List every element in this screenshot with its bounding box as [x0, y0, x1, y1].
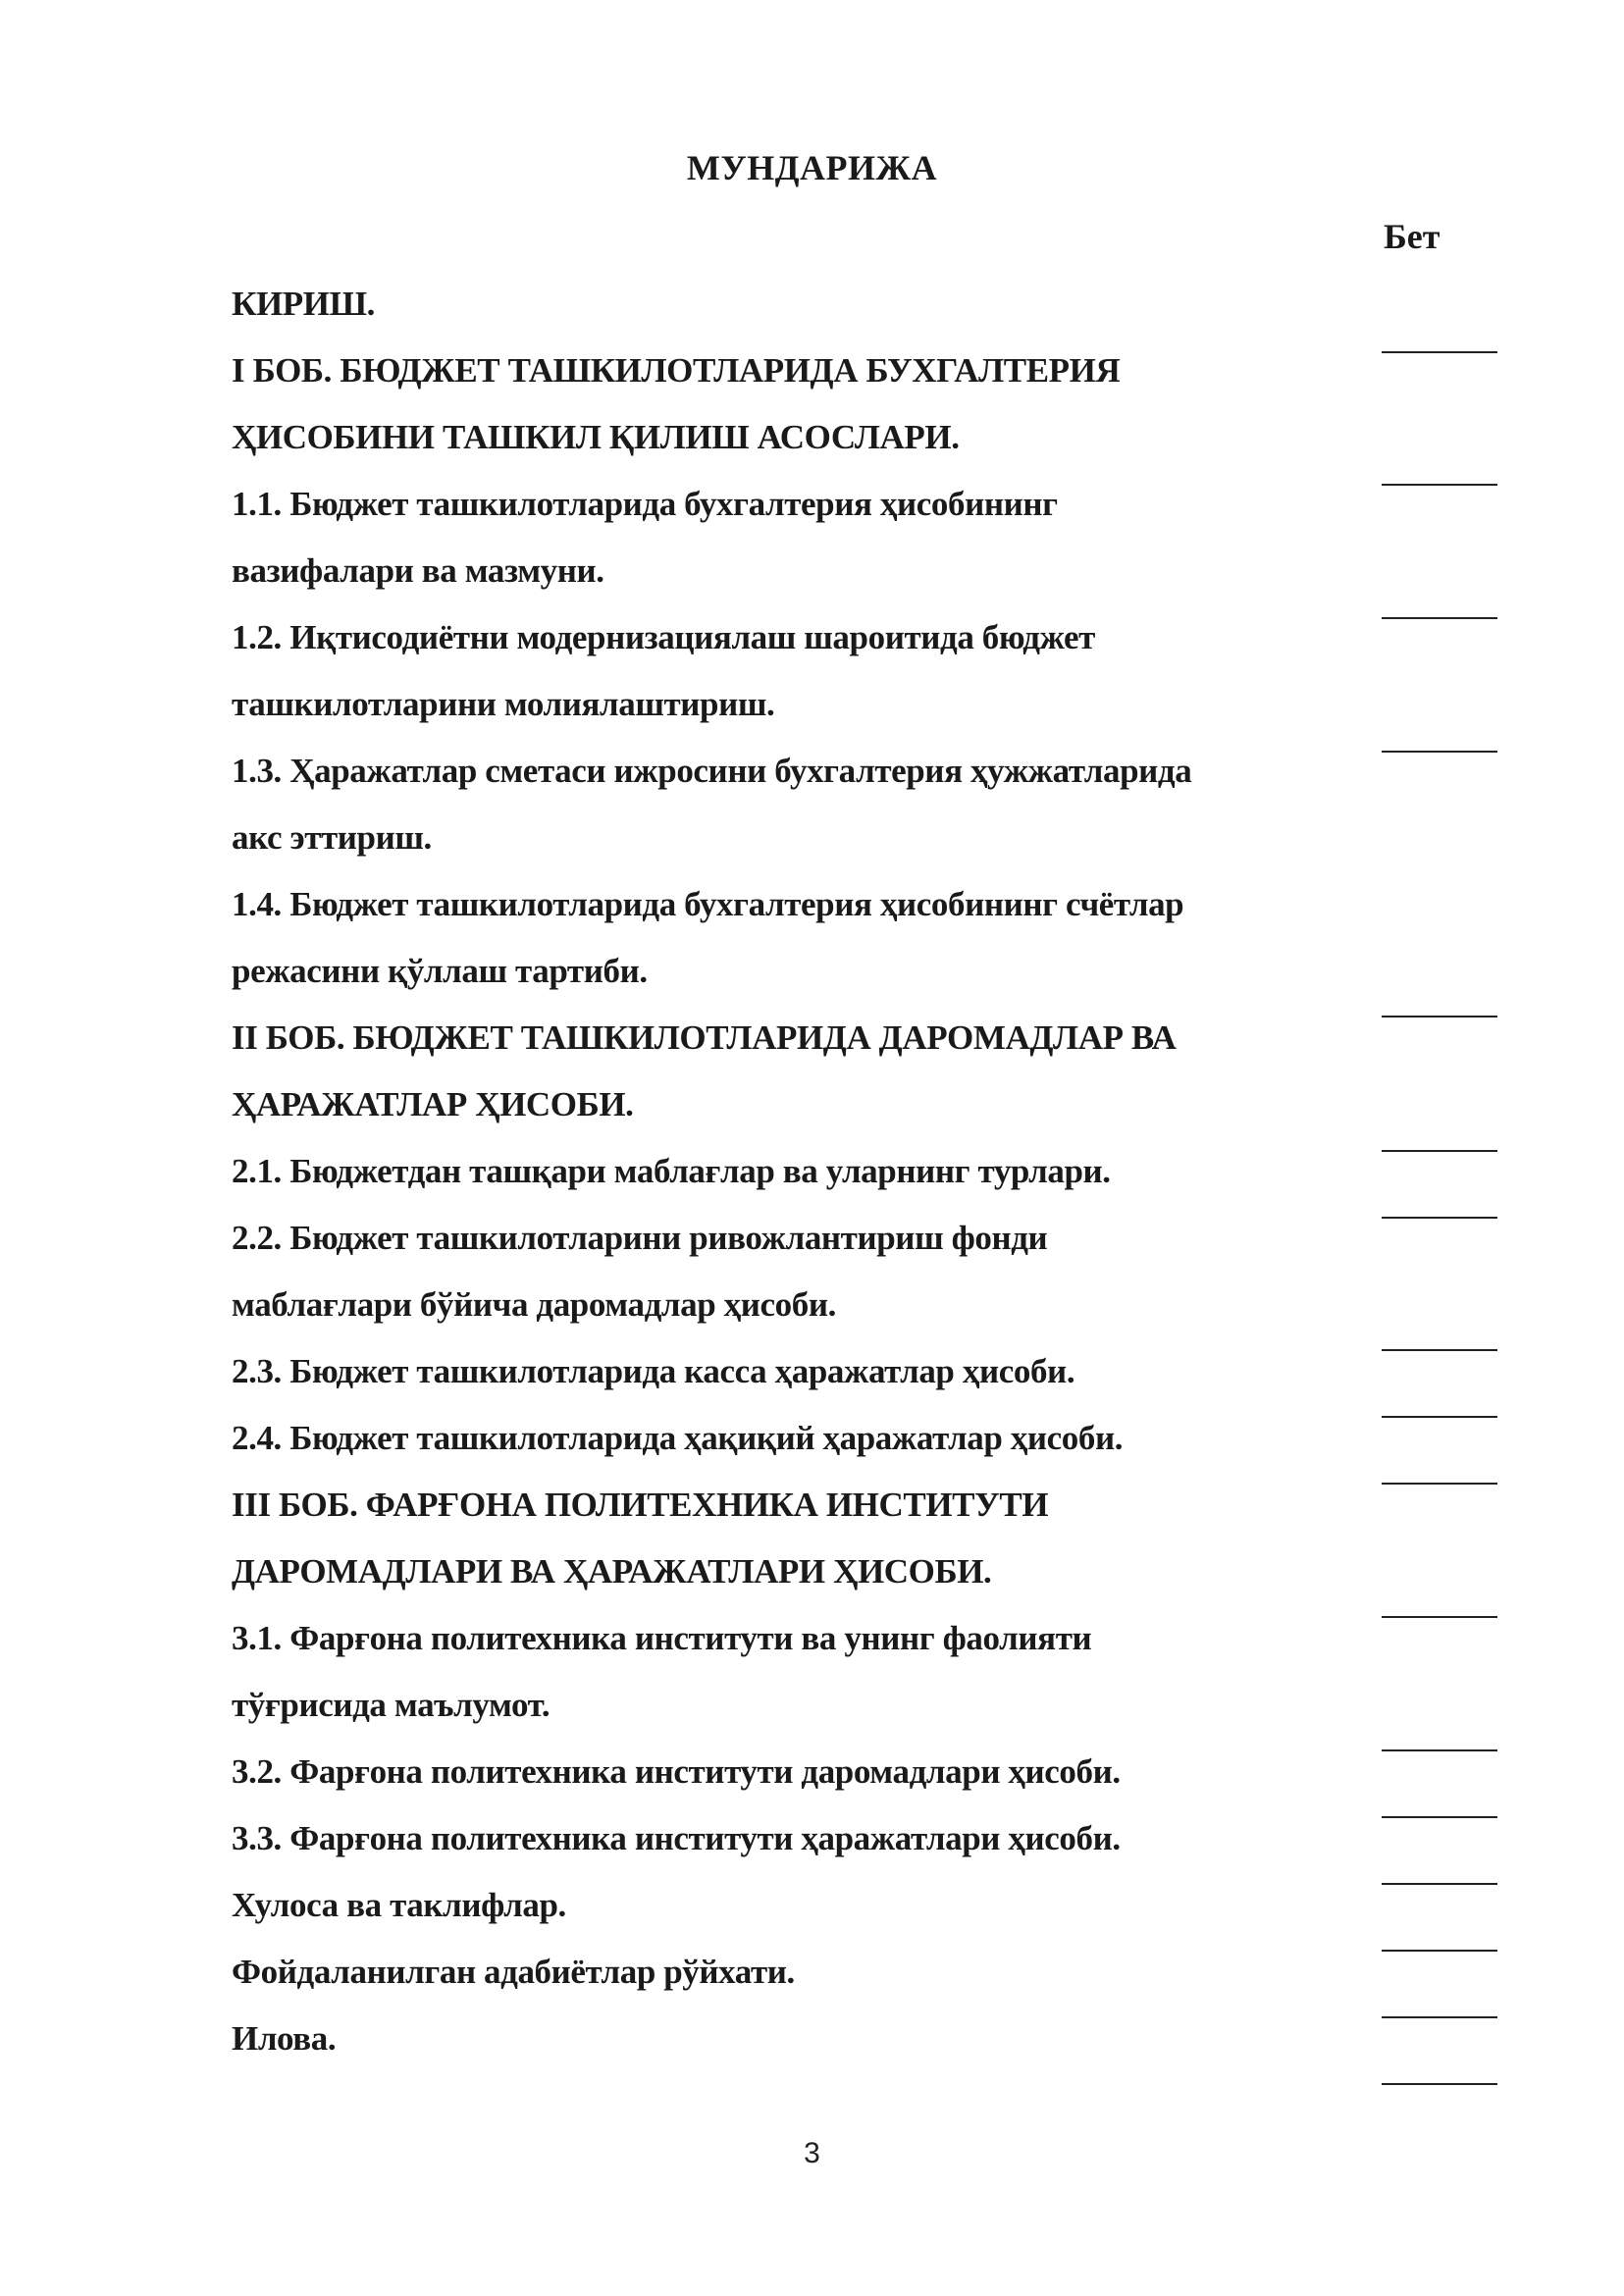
toc-section-2-2-line-2: маблағлари бўйича даромадлар ҳисоби. — [232, 1285, 836, 1324]
page-number-blank-rule — [1382, 2083, 1497, 2085]
toc-section-2-3: 2.3. Бюджет ташкилотларида касса ҳаражатлар ҳисоби. — [232, 1352, 1075, 1390]
toc-section-1-3-line-2: акс эттириш. — [232, 818, 432, 857]
page-number-blank-rule — [1382, 1416, 1497, 1418]
page-number-blank-rule — [1382, 1349, 1497, 1351]
toc-section-3-3: 3.3. Фарғона политехника институти ҳаражатлари ҳисоби. — [232, 1819, 1121, 1857]
page-number-blank-rule — [1382, 1616, 1497, 1618]
toc-entry-introduction: КИРИШ. — [232, 285, 375, 323]
toc-section-1-1-line-2: вазифалари ва мазмуни. — [232, 551, 604, 590]
page-number-blank-rule — [1382, 617, 1497, 619]
toc-section-1-3-line-1: 1.3. Ҳаражатлар сметаси ижросини бухгалтерия ҳужжатларида — [232, 752, 1192, 790]
toc-section-2-4: 2.4. Бюджет ташкилотларида ҳақиқий ҳаражатлар ҳисоби. — [232, 1419, 1124, 1457]
toc-section-1-4-line-2: режасини қўллаш тартиби. — [232, 952, 648, 990]
page-number-blank-rule — [1382, 1883, 1497, 1885]
toc-section-1-2-line-2: ташкилотларини молиялаштириш. — [232, 685, 775, 723]
toc-chapter-1-heading-line-1: I БОБ. БЮДЖЕТ ТАШКИЛОТЛАРИДА БУХГАЛТЕРИЯ — [232, 351, 1121, 390]
page-column-label: Бет — [1384, 217, 1441, 256]
page-number-blank-rule — [1382, 1016, 1497, 1018]
toc-entry-appendix: Илова. — [232, 2019, 337, 2058]
toc-section-3-1-line-1: 3.1. Фарғона политехника институти ва унинг фаолияти — [232, 1619, 1092, 1657]
page-title: МУНДАРИЖА — [686, 148, 938, 187]
toc-chapter-1-heading-line-2: ҲИСОБИНИ ТАШКИЛ ҚИЛИШ АСОСЛАРИ. — [232, 418, 960, 456]
toc-entry-references: Фойдаланилган адабиётлар рўйхати. — [232, 1953, 795, 1991]
toc-chapter-3-heading-line-2: ДАРОМАДЛАРИ ВА ҲАРАЖАТЛАРИ ҲИСОБИ. — [232, 1552, 992, 1591]
toc-chapter-3-heading-line-1: III БОБ. ФАРҒОНА ПОЛИТЕХНИКА ИНСТИТУТИ — [232, 1486, 1049, 1524]
toc-section-1-2-line-1: 1.2. Иқтисодиётни модернизациялаш шароитида бюджет — [232, 618, 1095, 656]
page-number: 3 — [804, 2137, 820, 2169]
toc-section-3-2: 3.2. Фарғона политехника институти даромадлари ҳисоби. — [232, 1752, 1121, 1791]
page-number-blank-rule — [1382, 1483, 1497, 1485]
toc-section-1-1-line-1: 1.1. Бюджет ташкилотларида бухгалтерия ҳисобининг — [232, 485, 1058, 523]
toc-chapter-2-heading-line-1: II БОБ. БЮДЖЕТ ТАШКИЛОТЛАРИДА ДАРОМАДЛАР ВА — [232, 1018, 1177, 1057]
toc-chapter-2-heading-line-2: ҲАРАЖАТЛАР ҲИСОБИ. — [232, 1085, 634, 1123]
page-number-blank-rule — [1382, 751, 1497, 753]
page-number-blank-rule — [1382, 2016, 1497, 2018]
page-number-blank-rule — [1382, 1150, 1497, 1152]
toc-section-2-1: 2.1. Бюджетдан ташқари маблағлар ва уларнинг турлари. — [232, 1152, 1111, 1190]
toc-section-1-4-line-1: 1.4. Бюджет ташкилотларида бухгалтерия ҳисобининг счётлар — [232, 885, 1184, 923]
page-number-blank-rule — [1382, 1217, 1497, 1219]
page-number-blank-rule — [1382, 351, 1497, 353]
toc-section-2-2-line-1: 2.2. Бюджет ташкилотларини ривожлантириш фонди — [232, 1219, 1048, 1257]
toc-entry-conclusions: Хулоса ва таклифлар. — [232, 1886, 566, 1924]
page-number-blank-rule — [1382, 1950, 1497, 1952]
toc-section-3-1-line-2: тўғрисида маълумот. — [232, 1686, 550, 1724]
page-number-blank-rule — [1382, 484, 1497, 486]
page-number-blank-rule — [1382, 1816, 1497, 1818]
page-number-blank-rule — [1382, 1749, 1497, 1751]
